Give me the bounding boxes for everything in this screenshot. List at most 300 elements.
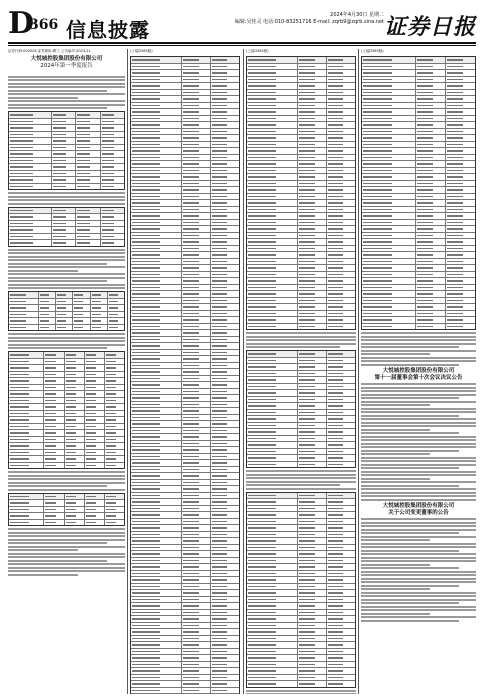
table-cell [56,325,73,331]
table-cell [327,532,355,538]
table-cell [182,174,211,180]
financial-table [8,207,125,247]
table-cell [211,291,239,297]
table-cell [182,441,211,447]
table-cell [131,285,182,291]
table-cell [52,234,76,240]
table-cell [73,318,90,324]
table-cell [44,391,64,397]
table-cell [211,421,239,427]
table-cell [73,312,90,318]
table-cell [416,122,446,128]
table-cell [327,77,355,83]
table-cell [211,571,239,577]
table-cell [416,168,446,174]
text-line [8,83,125,85]
table-cell [73,299,90,305]
table-cell [247,83,298,89]
table-cell [182,519,211,525]
table-cell [211,83,239,89]
table-cell [298,655,327,661]
table-cell [362,272,416,278]
text-line [246,470,356,472]
table-cell [247,397,298,403]
table-cell [416,142,446,148]
table-cell [131,116,182,122]
table-cell [182,467,211,473]
table-cell [298,161,327,167]
table-cell [446,129,475,135]
table-cell [416,77,446,83]
table-cell [247,168,298,174]
table-cell [446,291,475,297]
table-cell [327,681,355,687]
table-cell [362,207,416,213]
table-cell [85,352,105,358]
table-cell [211,272,239,278]
table-row [362,324,475,330]
table-cell [211,597,239,603]
table-cell [211,90,239,96]
table-cell [298,291,327,297]
table-cell [327,265,355,271]
table-cell [182,655,211,661]
table-cell [416,285,446,291]
text-line [8,284,125,286]
table-cell [73,325,90,331]
table-cell [446,122,475,128]
table-cell [131,304,182,310]
table-cell [9,404,44,410]
table-cell [211,168,239,174]
table-cell [298,187,327,193]
text-line [361,446,476,448]
table-cell [327,429,355,435]
text-line [361,602,459,604]
table-cell [44,456,64,462]
table-cell [247,597,298,603]
table-cell [9,171,52,177]
notice-2-body [361,518,476,622]
table-cell [327,298,355,304]
table-cell [327,161,355,167]
table-cell [182,109,211,115]
table-cell [131,311,182,317]
table-cell [327,207,355,213]
table-cell [131,265,182,271]
table-cell [131,662,182,668]
table-cell [131,480,182,486]
text-line [8,549,78,551]
table-cell [131,616,182,622]
table-cell [247,629,298,635]
table-cell [298,532,327,538]
text-line [361,571,476,573]
table-cell [362,304,416,310]
table-cell [182,499,211,505]
table-cell [9,112,52,118]
table-cell [247,64,298,70]
text-line [361,353,430,355]
text-line [361,588,430,590]
table-cell [105,430,124,436]
table-cell [211,688,239,694]
table-cell [9,417,44,423]
table-cell [39,318,56,324]
table-cell [182,454,211,460]
table-cell [247,429,298,435]
table-cell [362,57,416,63]
table-cell [182,545,211,551]
table-cell [298,675,327,681]
table-cell [298,148,327,154]
table-cell [247,610,298,616]
text-line [8,203,125,205]
text-line [361,550,459,552]
text-line [361,339,476,341]
table-cell [298,351,327,357]
table-cell [131,168,182,174]
table-cell [298,512,327,518]
table-cell [108,325,124,331]
table-cell [247,506,298,512]
table-cell [131,499,182,505]
table-cell [56,318,73,324]
table-cell [182,662,211,668]
table-cell [182,142,211,148]
table-cell [247,616,298,622]
table-cell [446,90,475,96]
table-cell [211,629,239,635]
table-cell [247,519,298,525]
table-cell [247,90,298,96]
table-cell [85,417,105,423]
table-cell [327,499,355,505]
text-line [361,585,459,587]
table-cell [416,259,446,265]
text-line [361,350,476,352]
table-cell [416,291,446,297]
table-cell [247,416,298,422]
table-cell [101,171,124,177]
table-cell [446,187,475,193]
table-cell [211,259,239,265]
table-cell [327,83,355,89]
text-line [8,542,107,544]
table-cell [247,148,298,154]
table-cell [85,398,105,404]
table-cell [446,148,475,154]
table-cell [298,455,327,461]
text-line [361,532,459,534]
table-cell [211,116,239,122]
text-line [246,346,340,348]
table-cell [247,135,298,141]
table-cell [182,194,211,200]
newspaper-logo: 证券日报 [383,14,476,40]
financial-table [8,291,125,331]
table-cell [211,187,239,193]
text-line [8,539,125,541]
text-line [361,460,476,462]
text-line [361,404,430,406]
table-cell [44,430,64,436]
table-cell [298,200,327,206]
column-3-body [246,56,356,694]
table-cell [327,109,355,115]
table-cell [85,520,105,526]
table-cell [182,246,211,252]
table-cell [362,90,416,96]
table-cell [211,70,239,76]
table-cell [298,358,327,364]
table-cell [182,187,211,193]
table-cell [298,462,327,468]
table-cell [182,90,211,96]
table-cell [65,359,85,365]
table-cell [9,385,44,391]
table-cell [446,226,475,232]
table-cell [9,145,52,151]
table-cell [446,96,475,102]
table-cell [131,395,182,401]
table-cell [362,226,416,232]
table-cell [211,415,239,421]
financial-table [246,56,356,330]
table-cell [131,538,182,544]
table-cell [85,463,105,469]
financial-table [246,350,356,468]
text-line [361,539,430,541]
table-cell [211,473,239,479]
table-cell [211,467,239,473]
table-cell [131,226,182,232]
table-cell [182,681,211,687]
table-cell [247,449,298,455]
column-2-tables [130,49,240,694]
table-cell [105,398,124,404]
table-cell [9,240,52,246]
text-line [246,336,356,338]
table-cell [131,434,182,440]
text-line [8,256,125,258]
table-cell [416,96,446,102]
table-cell [211,233,239,239]
text-line [8,266,125,268]
column-1-quarterly-report [8,49,125,694]
table-cell [247,116,298,122]
table-cell [298,610,327,616]
table-cell [131,278,182,284]
table-cell [446,109,475,115]
table-cell [247,675,298,681]
table-cell [131,649,182,655]
table-cell [446,174,475,180]
table-cell [131,83,182,89]
table-cell [9,359,44,365]
table-cell [327,364,355,370]
text-line [361,457,476,459]
text-line [361,471,476,473]
table-cell [108,312,124,318]
table-cell [182,532,211,538]
table-cell [298,57,327,63]
table-row [9,520,124,526]
table-cell [247,129,298,135]
table-cell [247,181,298,187]
table-cell [247,285,298,291]
table-cell [131,239,182,245]
table-cell [211,434,239,440]
table-cell [52,177,76,183]
table-cell [101,240,124,246]
table-cell [446,252,475,258]
column-divider [358,49,359,694]
table-cell [85,391,105,397]
table-cell [9,221,52,227]
table-cell [56,312,73,318]
table-cell [298,371,327,377]
table-cell [182,311,211,317]
table-cell [298,636,327,642]
table-cell [446,200,475,206]
table-cell [247,423,298,429]
table-cell [298,571,327,577]
table-cell [247,623,298,629]
table-cell [76,119,100,125]
table-cell [327,226,355,232]
table-cell [52,125,76,131]
table-cell [131,350,182,356]
table-cell [211,337,239,343]
table-cell [39,299,56,305]
table-cell [182,382,211,388]
table-cell [182,233,211,239]
table-cell [131,558,182,564]
table-cell [85,450,105,456]
table-cell [362,83,416,89]
table-cell [65,404,85,410]
table-cell [182,350,211,356]
table-cell [298,506,327,512]
table-cell [416,304,446,310]
table-cell [91,292,108,298]
table-cell [247,668,298,674]
table-cell [362,70,416,76]
table-cell [298,103,327,109]
text-line [246,474,356,476]
table-cell [416,116,446,122]
table-cell [131,220,182,226]
table-cell [247,291,298,297]
table-cell [327,311,355,317]
table-cell [131,636,182,642]
table-cell [76,138,100,144]
table-cell [362,246,416,252]
table-cell [76,177,100,183]
notice-2-title: 关于公司变更董事的公告 [388,509,449,516]
text-line [8,90,107,92]
table-cell [56,299,73,305]
table-cell [416,233,446,239]
table-cell [105,507,124,513]
table-cell [182,83,211,89]
table-cell [182,597,211,603]
table-cell [446,220,475,226]
table-cell [52,145,76,151]
table-cell [182,291,211,297]
table-cell [446,83,475,89]
table-cell [76,240,100,246]
table-cell [247,462,298,468]
table-cell [131,252,182,258]
table-cell [85,359,105,365]
table-cell [362,129,416,135]
table-cell [446,285,475,291]
table-cell [101,151,124,157]
table-cell [362,155,416,161]
table-cell [131,610,182,616]
table-cell [76,184,100,190]
table-cell [362,265,416,271]
table-cell [298,272,327,278]
table-cell [327,551,355,557]
table-cell [44,513,64,519]
table-cell [85,507,105,513]
table-cell [182,168,211,174]
table-cell [182,675,211,681]
table-cell [327,278,355,284]
table-cell [182,226,211,232]
table-cell [131,161,182,167]
text-line [361,436,476,438]
table-cell [327,649,355,655]
text-line [361,432,459,434]
table-cell [9,292,39,298]
table-cell [416,246,446,252]
table-cell [247,538,298,544]
table-cell [76,164,100,170]
table-cell [182,486,211,492]
table-cell [247,358,298,364]
table-cell [182,376,211,382]
table-cell [416,161,446,167]
table-cell [65,424,85,430]
table-cell [131,369,182,375]
table-cell [446,70,475,76]
table-cell [247,377,298,383]
table-cell [362,220,416,226]
text-line [361,492,476,494]
table-cell [247,187,298,193]
table-cell [73,292,90,298]
table-cell [211,610,239,616]
table-cell [362,285,416,291]
table-cell [327,181,355,187]
table-cell [85,424,105,430]
text-line [8,270,78,272]
continued-header: (上接D365版) [130,49,153,53]
table-cell [52,240,76,246]
table-cell [211,382,239,388]
table-cell [44,520,64,526]
table-cell [131,122,182,128]
text-line [361,360,476,362]
table-cell [131,376,182,382]
table-cell [247,493,298,499]
table-cell [211,636,239,642]
table-cell [247,233,298,239]
